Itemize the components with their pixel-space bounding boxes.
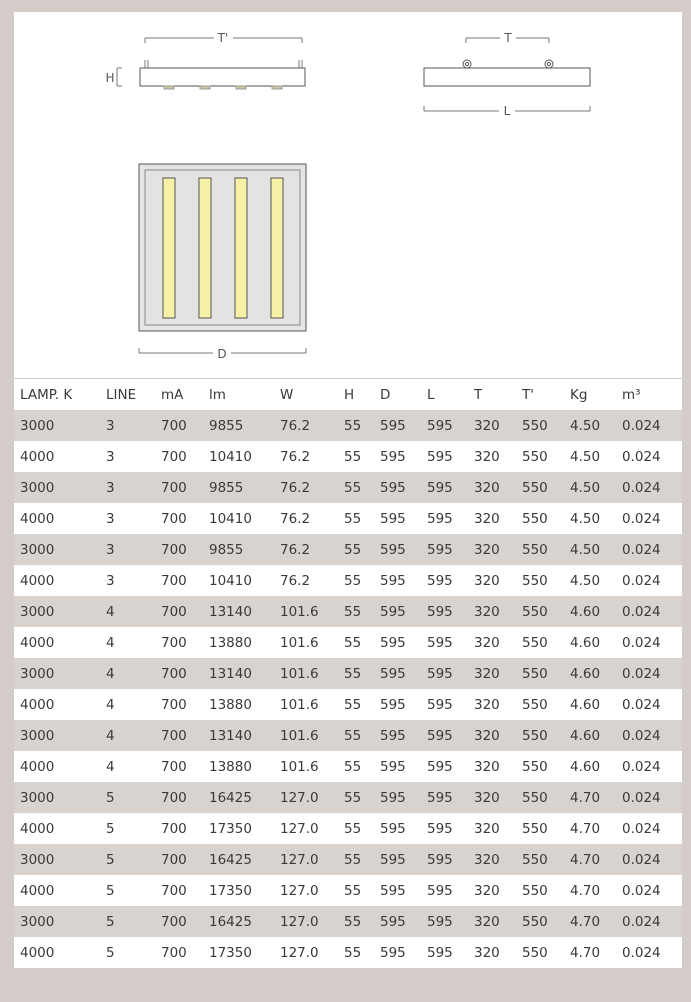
- column-header: W: [280, 386, 294, 403]
- table-cell: 3000: [20, 913, 55, 930]
- table-cell: 55: [344, 572, 362, 589]
- table-cell: 0.024: [622, 665, 661, 682]
- table-cell: 3: [106, 510, 115, 527]
- table-cell: 4: [106, 727, 115, 744]
- table-cell: 5: [106, 820, 115, 837]
- led-tube: [271, 178, 283, 318]
- table-cell: 320: [474, 634, 500, 651]
- table-cell: 550: [522, 944, 548, 961]
- table-cell: 550: [522, 789, 548, 806]
- table-body: [14, 410, 682, 968]
- table-cell: 4000: [20, 572, 55, 589]
- table-cell: 595: [427, 665, 453, 682]
- table-cell: 10410: [209, 510, 252, 527]
- table-cell: 55: [344, 727, 362, 744]
- table-cell: 4: [106, 758, 115, 775]
- table-cell: 4.50: [570, 448, 601, 465]
- table-cell: 127.0: [280, 820, 319, 837]
- table-header: [14, 379, 682, 410]
- table-cell: 595: [380, 479, 406, 496]
- table-cell: 127.0: [280, 944, 319, 961]
- column-header: LAMP. K: [20, 386, 73, 403]
- led-tube: [163, 178, 175, 318]
- table-cell: 4.60: [570, 634, 601, 651]
- table-cell: 550: [522, 448, 548, 465]
- table-cell: 595: [427, 634, 453, 651]
- table-row: [14, 410, 682, 441]
- table-cell: 550: [522, 665, 548, 682]
- table-cell: 595: [427, 851, 453, 868]
- column-header: m³: [622, 386, 641, 403]
- table-cell: 4.50: [570, 417, 601, 434]
- table-cell: 4000: [20, 820, 55, 837]
- table-cell: 4000: [20, 510, 55, 527]
- table-cell: 101.6: [280, 696, 319, 713]
- table-row: [14, 534, 682, 565]
- column-header: T': [522, 386, 534, 403]
- table-cell: 595: [380, 882, 406, 899]
- table-cell: 700: [161, 603, 187, 620]
- table-cell: 320: [474, 572, 500, 589]
- column-header: lm: [209, 386, 226, 403]
- table-cell: 700: [161, 882, 187, 899]
- table-cell: 3: [106, 417, 115, 434]
- table-cell: 595: [427, 510, 453, 527]
- table-row: [14, 782, 682, 813]
- table-cell: 595: [380, 696, 406, 713]
- table-cell: 3: [106, 572, 115, 589]
- table-cell: 101.6: [280, 665, 319, 682]
- table-cell: 5: [106, 882, 115, 899]
- table-cell: 320: [474, 448, 500, 465]
- table-cell: 4: [106, 665, 115, 682]
- table-cell: 700: [161, 448, 187, 465]
- table-cell: 320: [474, 541, 500, 558]
- table-cell: 700: [161, 944, 187, 961]
- table-cell: 700: [161, 851, 187, 868]
- table-cell: 550: [522, 479, 548, 496]
- table-cell: 595: [427, 944, 453, 961]
- header-row: [14, 379, 682, 410]
- table-cell: 595: [427, 448, 453, 465]
- table-cell: 55: [344, 789, 362, 806]
- table-cell: 16425: [209, 789, 252, 806]
- table-cell: 320: [474, 479, 500, 496]
- table-cell: 55: [344, 696, 362, 713]
- table-cell: 700: [161, 417, 187, 434]
- table-cell: 595: [380, 913, 406, 930]
- table-cell: 4.70: [570, 913, 601, 930]
- table-cell: 13140: [209, 665, 252, 682]
- table-cell: 320: [474, 820, 500, 837]
- table-cell: 3: [106, 448, 115, 465]
- table-cell: 3000: [20, 417, 55, 434]
- table-row: [14, 472, 682, 503]
- table-cell: 595: [380, 758, 406, 775]
- table-cell: 0.024: [622, 758, 661, 775]
- column-header: T: [474, 386, 483, 403]
- table-cell: 4.60: [570, 665, 601, 682]
- table-row: [14, 906, 682, 937]
- table-cell: 13880: [209, 696, 252, 713]
- table-cell: 595: [380, 448, 406, 465]
- table-cell: 5: [106, 913, 115, 930]
- dimension-label-t-prime: T': [217, 31, 229, 45]
- table-cell: 55: [344, 417, 362, 434]
- table-row: [14, 441, 682, 472]
- table-cell: 17350: [209, 820, 252, 837]
- dimension-label-d: D: [217, 347, 227, 361]
- table-row: [14, 658, 682, 689]
- table-cell: 320: [474, 882, 500, 899]
- side-view-side: [424, 38, 590, 111]
- table-cell: 595: [427, 696, 453, 713]
- table-cell: 595: [380, 541, 406, 558]
- table-cell: 700: [161, 665, 187, 682]
- table-cell: 595: [427, 479, 453, 496]
- table-cell: 55: [344, 603, 362, 620]
- column-header: LINE: [106, 386, 137, 403]
- table-cell: 550: [522, 882, 548, 899]
- dimension-label-t: T: [504, 31, 512, 45]
- table-row: [14, 937, 682, 968]
- table-cell: 0.024: [622, 603, 661, 620]
- column-header: mA: [161, 386, 184, 403]
- table-cell: 320: [474, 913, 500, 930]
- table-cell: 13880: [209, 634, 252, 651]
- table-cell: 550: [522, 851, 548, 868]
- table-cell: 595: [380, 572, 406, 589]
- table-cell: 550: [522, 913, 548, 930]
- table-cell: 55: [344, 541, 362, 558]
- table-cell: 595: [427, 541, 453, 558]
- table-cell: 0.024: [622, 696, 661, 713]
- table-row: [14, 565, 682, 596]
- table-cell: 5: [106, 851, 115, 868]
- top-view: [139, 164, 306, 353]
- table-cell: 76.2: [280, 572, 311, 589]
- table-row: [14, 875, 682, 906]
- led-tube: [199, 178, 211, 318]
- table-cell: 595: [427, 820, 453, 837]
- table-cell: 55: [344, 882, 362, 899]
- table-cell: 3000: [20, 603, 55, 620]
- table-cell: 595: [380, 510, 406, 527]
- table-cell: 4000: [20, 882, 55, 899]
- table-cell: 4.50: [570, 479, 601, 496]
- table-cell: 76.2: [280, 479, 311, 496]
- table-cell: 5: [106, 789, 115, 806]
- table-cell: 595: [380, 417, 406, 434]
- column-header: Kg: [570, 386, 588, 403]
- table-cell: 595: [380, 789, 406, 806]
- table-row: [14, 689, 682, 720]
- table-cell: 55: [344, 510, 362, 527]
- table-cell: 595: [380, 944, 406, 961]
- table-cell: 4000: [20, 758, 55, 775]
- table-cell: 3000: [20, 789, 55, 806]
- table-cell: 700: [161, 510, 187, 527]
- table-cell: 101.6: [280, 727, 319, 744]
- table-cell: 55: [344, 448, 362, 465]
- table-cell: 4.60: [570, 603, 601, 620]
- table-cell: 9855: [209, 541, 244, 558]
- table-cell: 595: [380, 603, 406, 620]
- table-cell: 700: [161, 572, 187, 589]
- table-cell: 320: [474, 665, 500, 682]
- table-cell: 55: [344, 634, 362, 651]
- table-cell: 4.60: [570, 696, 601, 713]
- table-cell: 595: [427, 727, 453, 744]
- table-cell: 4000: [20, 634, 55, 651]
- table-cell: 320: [474, 851, 500, 868]
- table-cell: 700: [161, 696, 187, 713]
- table-row: [14, 596, 682, 627]
- table-cell: 320: [474, 417, 500, 434]
- column-header: L: [427, 386, 435, 403]
- table-cell: 3000: [20, 727, 55, 744]
- specification-table: [14, 379, 682, 968]
- table-cell: 550: [522, 820, 548, 837]
- table-cell: 0.024: [622, 882, 661, 899]
- table-cell: 320: [474, 510, 500, 527]
- table-cell: 550: [522, 727, 548, 744]
- table-cell: 4.50: [570, 572, 601, 589]
- table-cell: 550: [522, 603, 548, 620]
- table-cell: 4.70: [570, 882, 601, 899]
- table-cell: 0.024: [622, 448, 661, 465]
- table-cell: 76.2: [280, 448, 311, 465]
- table-cell: 3000: [20, 851, 55, 868]
- table-cell: 0.024: [622, 789, 661, 806]
- table-cell: 595: [427, 417, 453, 434]
- table-cell: 595: [380, 665, 406, 682]
- table-row: [14, 720, 682, 751]
- technical-drawing: [14, 12, 682, 378]
- table-cell: 595: [427, 758, 453, 775]
- table-row: [14, 751, 682, 782]
- table-cell: 0.024: [622, 479, 661, 496]
- table-cell: 595: [427, 789, 453, 806]
- table-cell: 16425: [209, 851, 252, 868]
- table-cell: 127.0: [280, 882, 319, 899]
- table-cell: 0.024: [622, 634, 661, 651]
- table-cell: 595: [427, 913, 453, 930]
- table-cell: 76.2: [280, 417, 311, 434]
- table-cell: 595: [427, 603, 453, 620]
- table-cell: 0.024: [622, 851, 661, 868]
- table-cell: 76.2: [280, 541, 311, 558]
- table-cell: 4.60: [570, 758, 601, 775]
- table-cell: 550: [522, 510, 548, 527]
- column-header: H: [344, 386, 355, 403]
- table-cell: 700: [161, 789, 187, 806]
- table-cell: 76.2: [280, 510, 311, 527]
- table-cell: 17350: [209, 882, 252, 899]
- table-cell: 320: [474, 944, 500, 961]
- table-cell: 55: [344, 820, 362, 837]
- table-cell: 0.024: [622, 944, 661, 961]
- table-cell: 0.024: [622, 913, 661, 930]
- table-cell: 550: [522, 572, 548, 589]
- table-cell: 3000: [20, 665, 55, 682]
- table-cell: 9855: [209, 417, 244, 434]
- table-cell: 4.50: [570, 510, 601, 527]
- table-cell: 55: [344, 944, 362, 961]
- table-cell: 127.0: [280, 789, 319, 806]
- table-cell: 320: [474, 603, 500, 620]
- table-cell: 0.024: [622, 510, 661, 527]
- column-header: D: [380, 386, 391, 403]
- table-cell: 3000: [20, 479, 55, 496]
- table-cell: 3: [106, 479, 115, 496]
- table-cell: 4.50: [570, 541, 601, 558]
- table-cell: 700: [161, 541, 187, 558]
- table-cell: 700: [161, 820, 187, 837]
- table-cell: 127.0: [280, 913, 319, 930]
- table-cell: 550: [522, 634, 548, 651]
- table-cell: 4: [106, 634, 115, 651]
- table-cell: 550: [522, 758, 548, 775]
- table-cell: 595: [380, 634, 406, 651]
- table-cell: 5: [106, 944, 115, 961]
- table-cell: 0.024: [622, 727, 661, 744]
- table-cell: 4000: [20, 696, 55, 713]
- table-cell: 595: [427, 572, 453, 589]
- table-row: [14, 503, 682, 534]
- table-cell: 3: [106, 541, 115, 558]
- table-cell: 4.70: [570, 820, 601, 837]
- table-row: [14, 627, 682, 658]
- table-cell: 550: [522, 696, 548, 713]
- led-tube: [235, 178, 247, 318]
- table-row: [14, 813, 682, 844]
- table-cell: 700: [161, 758, 187, 775]
- table-cell: 595: [427, 882, 453, 899]
- table-cell: 320: [474, 758, 500, 775]
- table-cell: 55: [344, 758, 362, 775]
- dimension-label-h: H: [105, 71, 115, 85]
- table-cell: 55: [344, 913, 362, 930]
- table-cell: 13140: [209, 727, 252, 744]
- side-view-front: [117, 38, 305, 89]
- table-cell: 320: [474, 727, 500, 744]
- table-cell: 10410: [209, 448, 252, 465]
- table-cell: 320: [474, 696, 500, 713]
- table-cell: 10410: [209, 572, 252, 589]
- table-cell: 550: [522, 541, 548, 558]
- table-cell: 700: [161, 634, 187, 651]
- table-cell: 0.024: [622, 820, 661, 837]
- table-cell: 4.70: [570, 944, 601, 961]
- table-cell: 700: [161, 913, 187, 930]
- table-cell: 0.024: [622, 541, 661, 558]
- table-cell: 595: [380, 727, 406, 744]
- table-row: [14, 844, 682, 875]
- table-cell: 55: [344, 665, 362, 682]
- table-cell: 0.024: [622, 572, 661, 589]
- table-cell: 4: [106, 696, 115, 713]
- table-cell: 550: [522, 417, 548, 434]
- table-cell: 101.6: [280, 758, 319, 775]
- table-cell: 127.0: [280, 851, 319, 868]
- table-cell: 4.60: [570, 727, 601, 744]
- table-cell: 13140: [209, 603, 252, 620]
- table-cell: 55: [344, 479, 362, 496]
- table-cell: 3000: [20, 541, 55, 558]
- table-cell: 4: [106, 603, 115, 620]
- dimension-label-l: L: [503, 104, 511, 118]
- table-cell: 4.70: [570, 789, 601, 806]
- table-cell: 320: [474, 789, 500, 806]
- table-cell: 0.024: [622, 417, 661, 434]
- table-cell: 4000: [20, 944, 55, 961]
- table-cell: 595: [380, 851, 406, 868]
- technical-drawing-panel: [14, 12, 682, 378]
- table-cell: 101.6: [280, 634, 319, 651]
- table-cell: 595: [380, 820, 406, 837]
- table-cell: 700: [161, 479, 187, 496]
- table-cell: 13880: [209, 758, 252, 775]
- table-cell: 9855: [209, 479, 244, 496]
- table-cell: 16425: [209, 913, 252, 930]
- table-cell: 700: [161, 727, 187, 744]
- table-cell: 55: [344, 851, 362, 868]
- table-cell: 4.70: [570, 851, 601, 868]
- table-cell: 101.6: [280, 603, 319, 620]
- table-cell: 17350: [209, 944, 252, 961]
- table-cell: 4000: [20, 448, 55, 465]
